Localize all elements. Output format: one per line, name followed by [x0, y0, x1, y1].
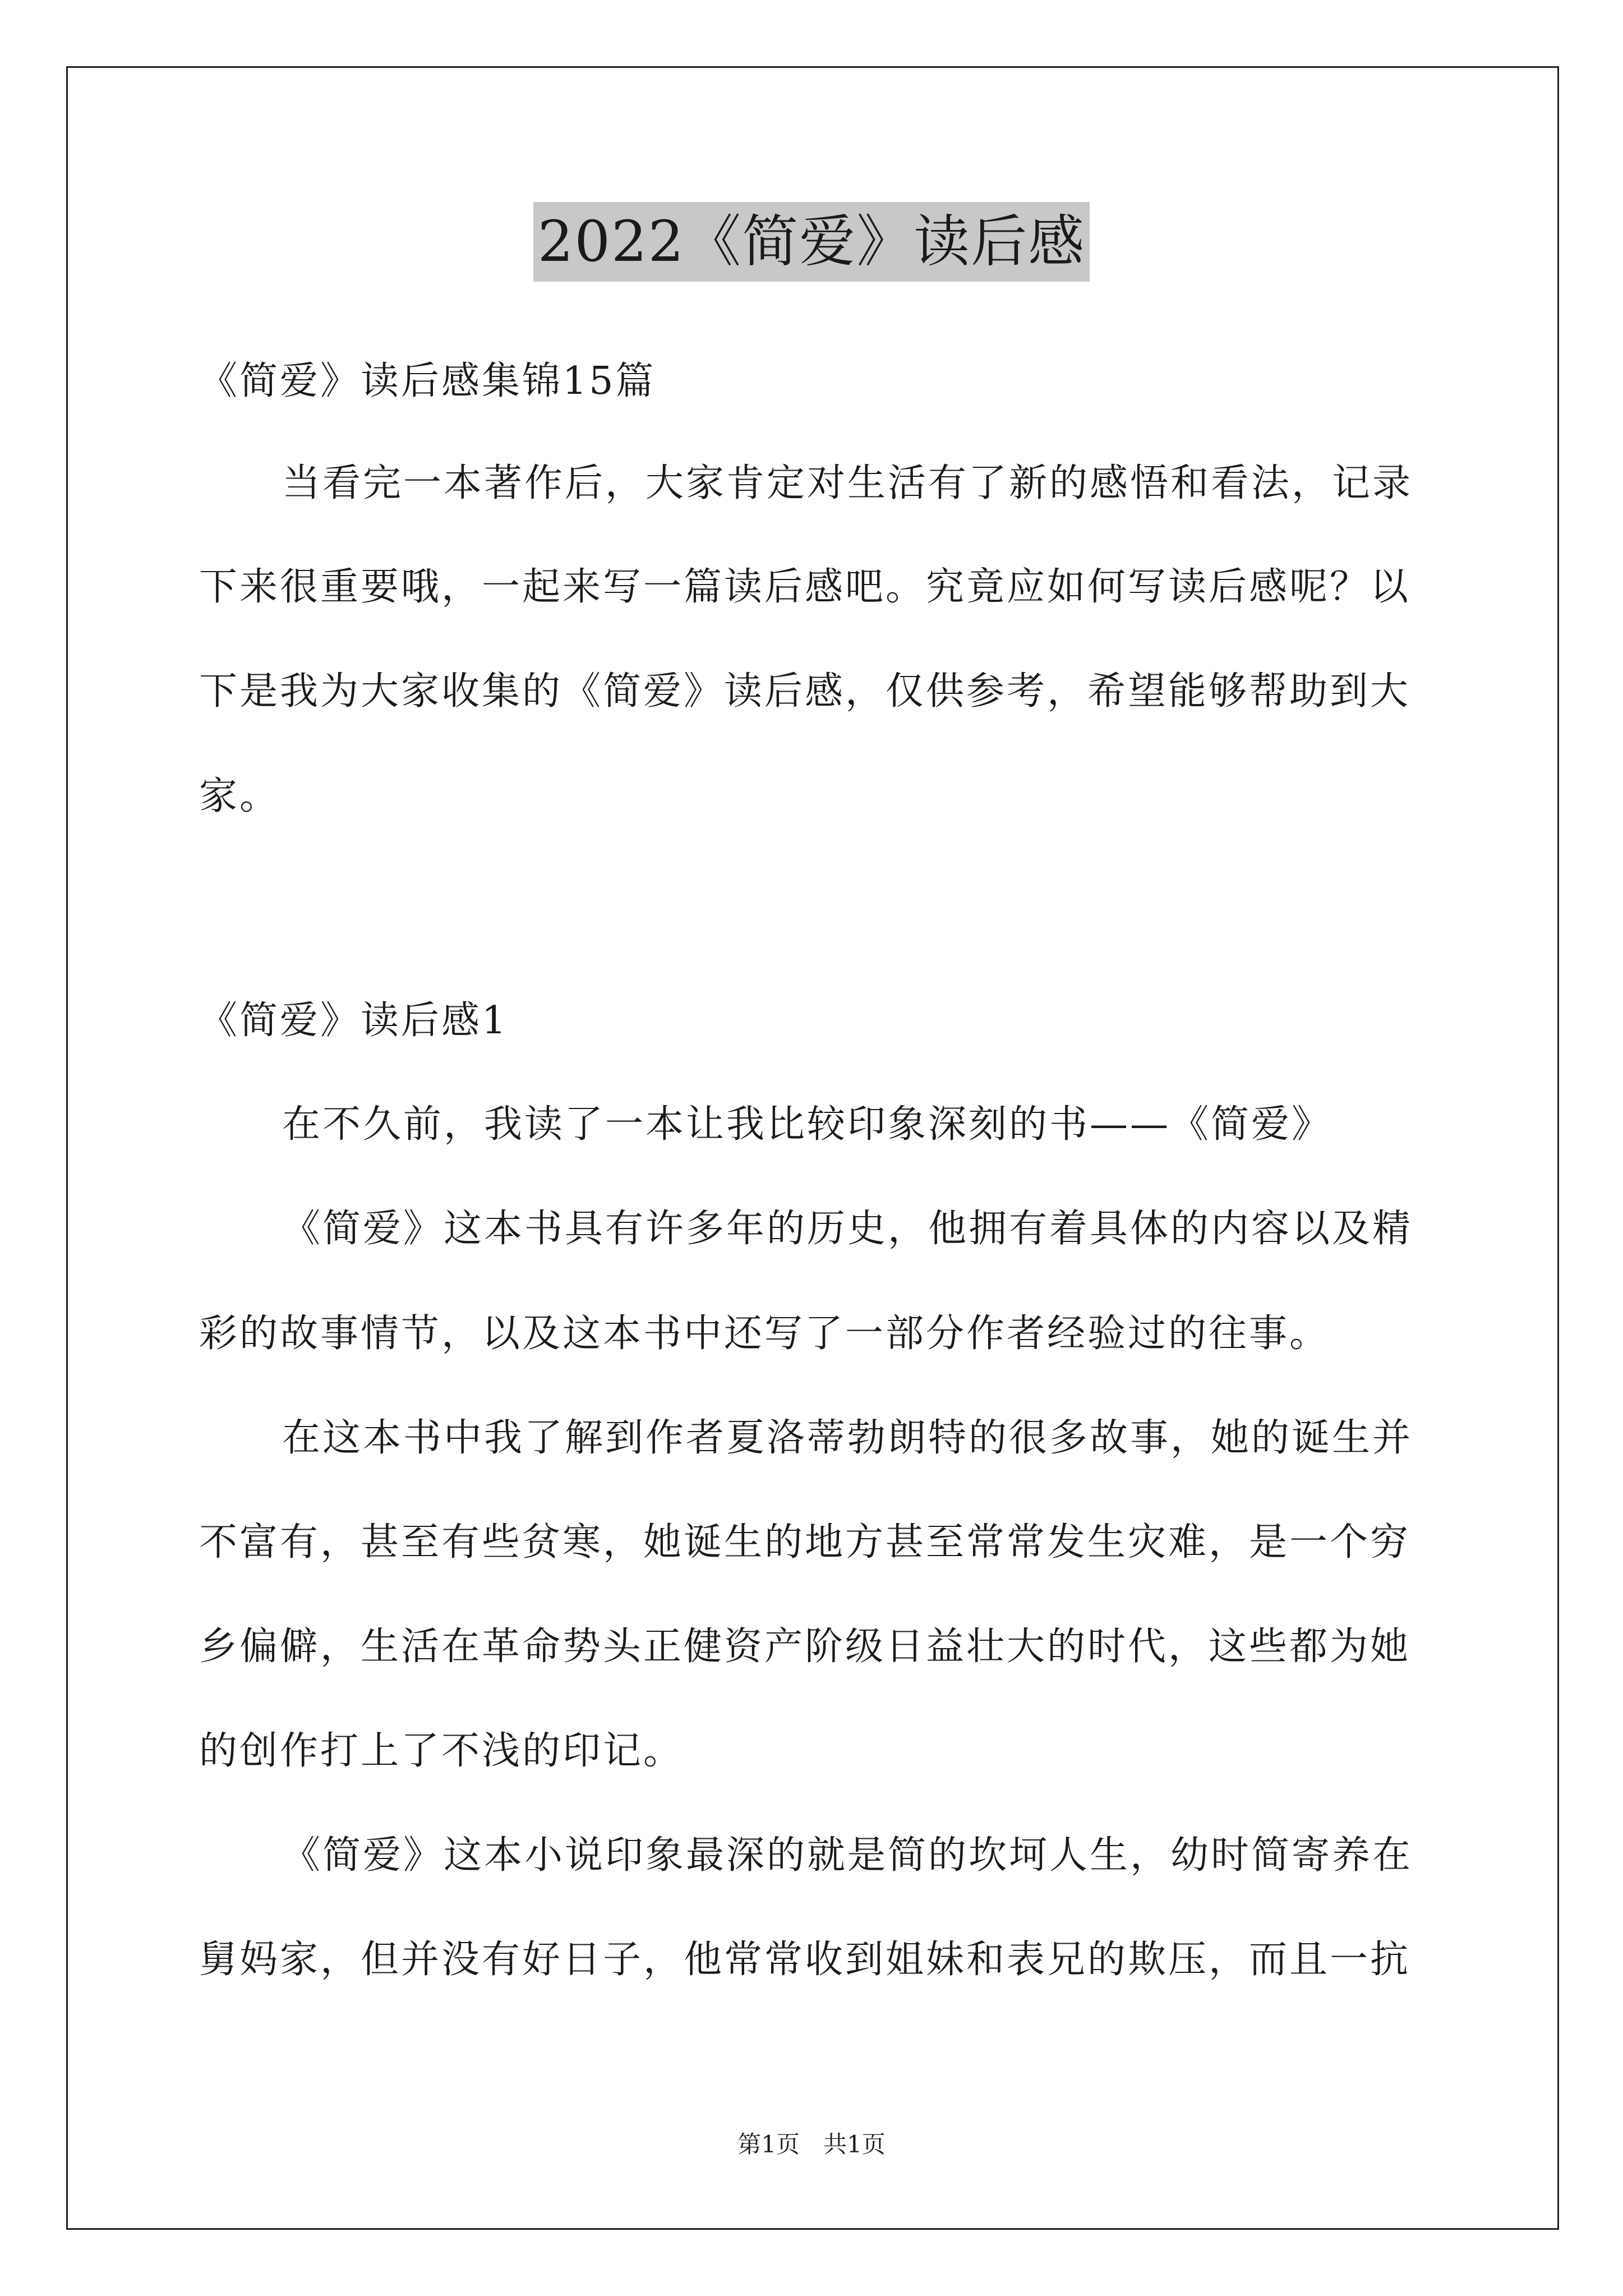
- page-footer: 第1页 共1页: [737, 2131, 886, 2158]
- title-container: [0, 202, 1623, 282]
- body-line: 乡偏僻，生活在革命势头正健资产阶级日益壮大的时代，这些都为她: [199, 1625, 1411, 1669]
- body-line: 在不久前，我读了一本让我比较印象深刻的书——《简爱》: [282, 1102, 1332, 1147]
- document-title: 2022《简爱》读后感: [533, 202, 1090, 282]
- intro-line: 下来很重要哦，一起来写一篇读后感吧。究竟应如何写读后感呢？以: [199, 565, 1411, 609]
- intro-line: 家。: [199, 774, 280, 818]
- body-line: 《简爱》这本小说印象最深的就是简的坎坷人生，幼时简寄养在: [282, 1833, 1413, 1878]
- body-line: 《简爱》这本书具有许多年的历史，他拥有着具体的内容以及精: [282, 1207, 1413, 1251]
- body-line: 不富有，甚至有些贫寒，她诞生的地方甚至常常发生灾难，是一个穷: [199, 1520, 1411, 1565]
- intro-line: 下是我为大家收集的《简爱》读后感，仅供参考，希望能够帮助到大: [199, 669, 1411, 714]
- document-subtitle: 《简爱》读后感集锦15篇: [199, 359, 656, 403]
- intro-line: 当看完一本著作后，大家肯定对生活有了新的感悟和看法，记录: [282, 461, 1413, 505]
- body-line: 彩的故事情节，以及这本书中还写了一部分作者经验过的往事。: [199, 1312, 1330, 1356]
- body-line: 的创作打上了不浅的印记。: [199, 1729, 684, 1773]
- body-line: 舅妈家，但并没有好日子，他常常收到姐妹和表兄的欺压，而且一抗: [199, 1938, 1411, 1982]
- body-line: 在这本书中我了解到作者夏洛蒂勃朗特的很多故事，她的诞生并: [282, 1416, 1413, 1460]
- section-heading: 《简爱》读后感1: [199, 999, 509, 1043]
